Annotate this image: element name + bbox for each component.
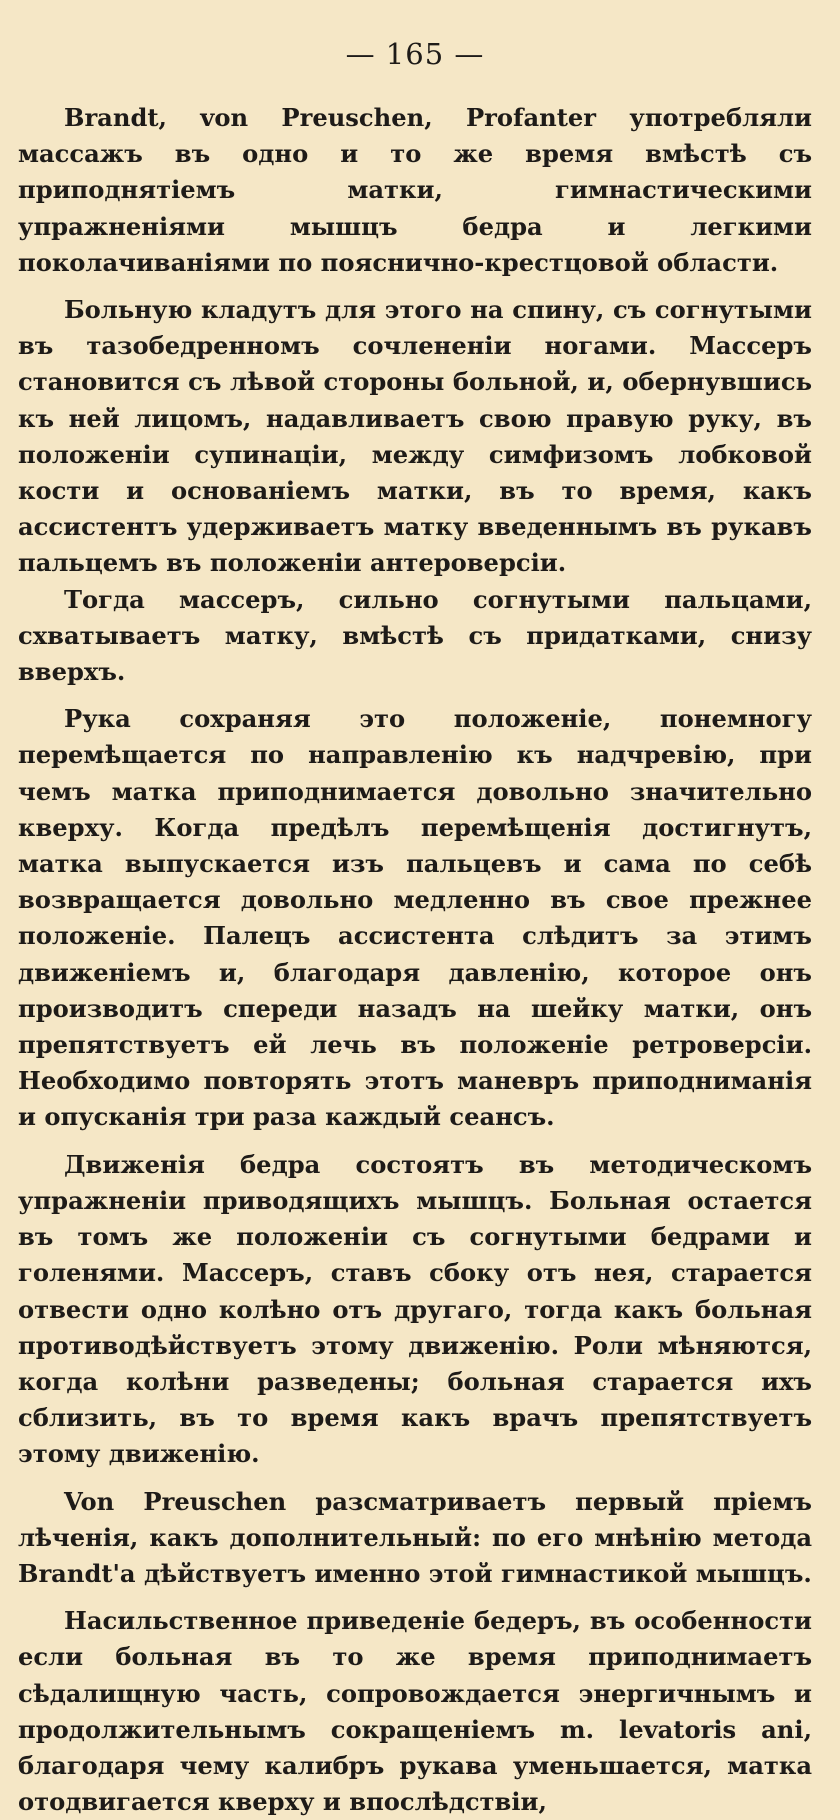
paragraph-6: Von Preuschen разсматриваетъ первый пріемъ лѣченія, какъ дополнительный: по его мнѣнію метода Brandt'a дѣйствуетъ именно этой гимнастикой мышцъ. — [18, 1486, 812, 1588]
paragraph-7: Насильственное приведеніе бедеръ, въ особенности если больная въ то же время приподнимаетъ сѣдалищную часть, сопровождается энергичнымъ и продолжительнымъ сокращеніемъ m. levatoris ani, благодаря чему калибръ рукава уменьшается, матка отодвигается кверху и впослѣдствіи, — [18, 1606, 812, 1817]
paragraph-2: Больную кладутъ для этого на спину, съ согнутыми въ тазобедренномъ сочлененіи ногами. Массеръ становится съ лѣвой стороны больной, и, обернувшись къ ней лицомъ, надавливаетъ свою правую руку, въ положеніи супинаціи, между симфизомъ лобковой кости и основаніемъ матки, въ то время, какъ ассистентъ удерживаетъ матку введеннымъ въ рукавъ пальцемъ въ положеніи антероверсіи. — [18, 295, 812, 578]
paragraph-1: Brandt, von Preuschen, Profanter употребляли массажъ въ одно и то же время вмѣстѣ съ приподнятіемъ матки, гимнастическими упражненіями мышцъ бедра и легкими поколачиваніями по пояснично-крестцовой области. — [18, 103, 812, 277]
paragraph-5: Движенія бедра состоятъ въ методическомъ упражненіи приводящихъ мышцъ. Больная остается въ томъ же положеніи съ согнутыми бедрами и голенями. Массеръ, ставъ сбоку отъ нея, старается отвести одно колѣно отъ другаго, тогда какъ больная противодѣйствуетъ этому движенію. Роли мѣняются, когда колѣни разведены; больная старается ихъ сблизить, въ то время какъ врачъ препятствуетъ этому движенію. — [18, 1149, 812, 1469]
page-number: — 165 — — [345, 37, 485, 71]
paragraph-4: Рука сохраняя это положеніе, понемногу перемѣщается по направленію къ надчревію, при чемъ матка приподнимается довольно значительно кверху. Когда предѣлъ перемѣщенія достигнутъ, матка выпускается изъ пальцевъ и сама по себѣ возвращается довольно медленно въ свое прежнее положеніе. Палецъ ассистента слѣдитъ за этимъ движеніемъ и, благодаря давленію, которое онъ производитъ спереди назадъ на шейку матки, онъ препятствуетъ ей лечь въ положеніе ретроверсіи. Необходимо повторять этотъ маневръ приподниманія и опусканія три раза каждый сеансъ. — [18, 704, 812, 1132]
paragraph-3: Тогда массеръ, сильно согнутыми пальцами, схватываетъ матку, вмѣстѣ съ придатками, снизу вверхъ. — [18, 584, 812, 687]
